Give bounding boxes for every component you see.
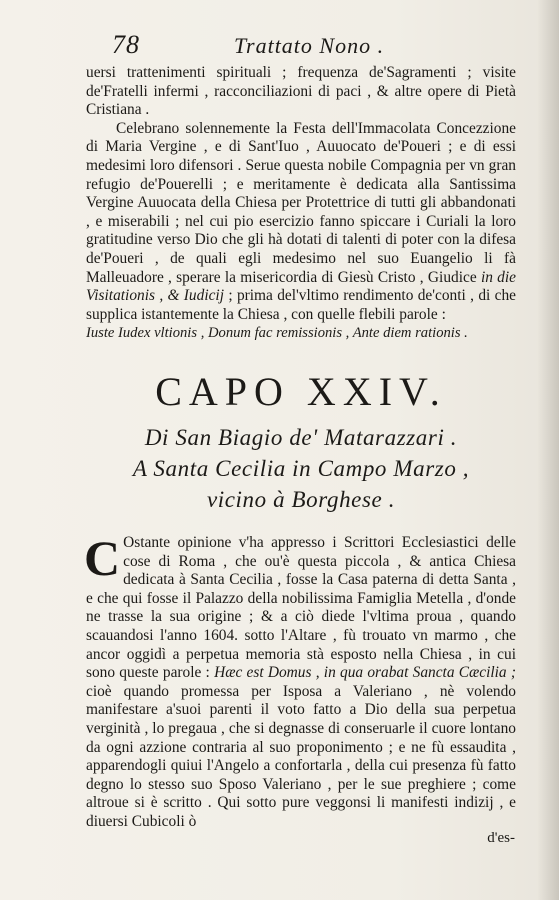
chapter-subtitle-line-3: vicino à Borghese . bbox=[206, 487, 396, 512]
running-title: Trattato Nono . bbox=[234, 33, 385, 58]
chapter-subtitle-line-2: A Santa Cecilia in Campo Marzo , bbox=[132, 456, 470, 481]
chapter-body-paragraph bbox=[84, 530, 516, 832]
intro-paragraph-2 bbox=[86, 120, 516, 325]
catchword: d'es- bbox=[487, 830, 515, 846]
chapter-subtitle-line-1: Di San Biagio de' Matarazzari . bbox=[144, 425, 458, 450]
intro-paragraph-2-italic: in die Visitationis , & Iudicij bbox=[86, 268, 516, 305]
body-text-2: cioè quando promessa per Isposa a Valeriano , nè volendo manifestare a'suoi parenti il voto fatto a Dio della sua perpetua verginità , lo pregaua , che si degnasse di conseruarle il cuore lontano da ogni azzione contraria al suo proponimento ; e ne fù essaudita , apparendogli quiui l'Angelo a confortarla , della cui presenza fù fatto degno lo stesso suo Sposo Valeriano , per le sue preghiere ; come altroue si è scritto . Qui sotto pure veggonsi li manifesti indizij , e diuersi Cubicoli ò bbox=[86, 682, 516, 830]
intro-paragraph-1: uersi trattenimenti spirituali ; frequenza de'Sagramenti ; visite de'Fratelli infermi , racconciliazioni di paci , & altre opere di Pietà Cristiana . bbox=[86, 64, 516, 119]
latin-quote: Iuste Iudex vltionis , Donum fac remissionis , Ante diem rationis . bbox=[86, 325, 468, 342]
page-edge-shadow bbox=[537, 0, 559, 900]
body-italic-inscription: Hæc est Domus , in qua orabat Sancta Cæcilia ; bbox=[214, 664, 516, 682]
drop-cap: C bbox=[84, 530, 121, 586]
intro-text bbox=[86, 64, 516, 343]
running-head bbox=[112, 30, 512, 66]
chapter-heading: CAPO XXIV. bbox=[155, 369, 447, 414]
intro-paragraph-2-text: Celebrano solennemente la Festa dell'Immacolata Concezzione di Maria Vergine , e di Sant'Iuo , Auuocato de'Poueri ; e di essi medesimi loro difensori . Serue questa nobile Compagnia per vn gran refugio de'Pouerelli ; e meritamente è dedicata alla Santissima Vergine Auuocata della Chiesa per Protettrice di tutti gli abbandonati , e miserabili ; nel cui pio esercizio fanno spiccare i Curiali la loro gratitudine verso Dio che gli hà dotati di talenti di poter con la difesa de'Poueri , de quali egli medesimo nel suo Euangelio li fà Malleuadore , sperare la misericordia di Giesù Cristo , Giudice bbox=[86, 119, 516, 286]
body-text-1: Ostante opinione v'ha appresso i Scrittori Ecclesiastici delle cose di Roma , che ou'è questa piccola , & antica Chiesa dedicata à Santa Cecilia , fosse la Casa paterna di detta Santa , e che qui fosse il Palazzo della nobilissima Famiglia Metella , d'onde ne trasse la sua origine ; & a ciò diede l'vltima proua , quando scauandosi l'anno 1604. sotto l'Altare , fù trouato vn marmo , che ancor oggidì a perpetua memoria stà esposto nella Chiesa , in cui sono queste parole : bbox=[86, 534, 516, 682]
chapter-body bbox=[84, 530, 516, 832]
page-number: 78 bbox=[112, 30, 140, 59]
intro-paragraph-2-text-end: ; prima del'vltimo rendimento de'conti , di che supplica istantemente la Chiesa , con quelle flebili parole : bbox=[86, 287, 516, 323]
